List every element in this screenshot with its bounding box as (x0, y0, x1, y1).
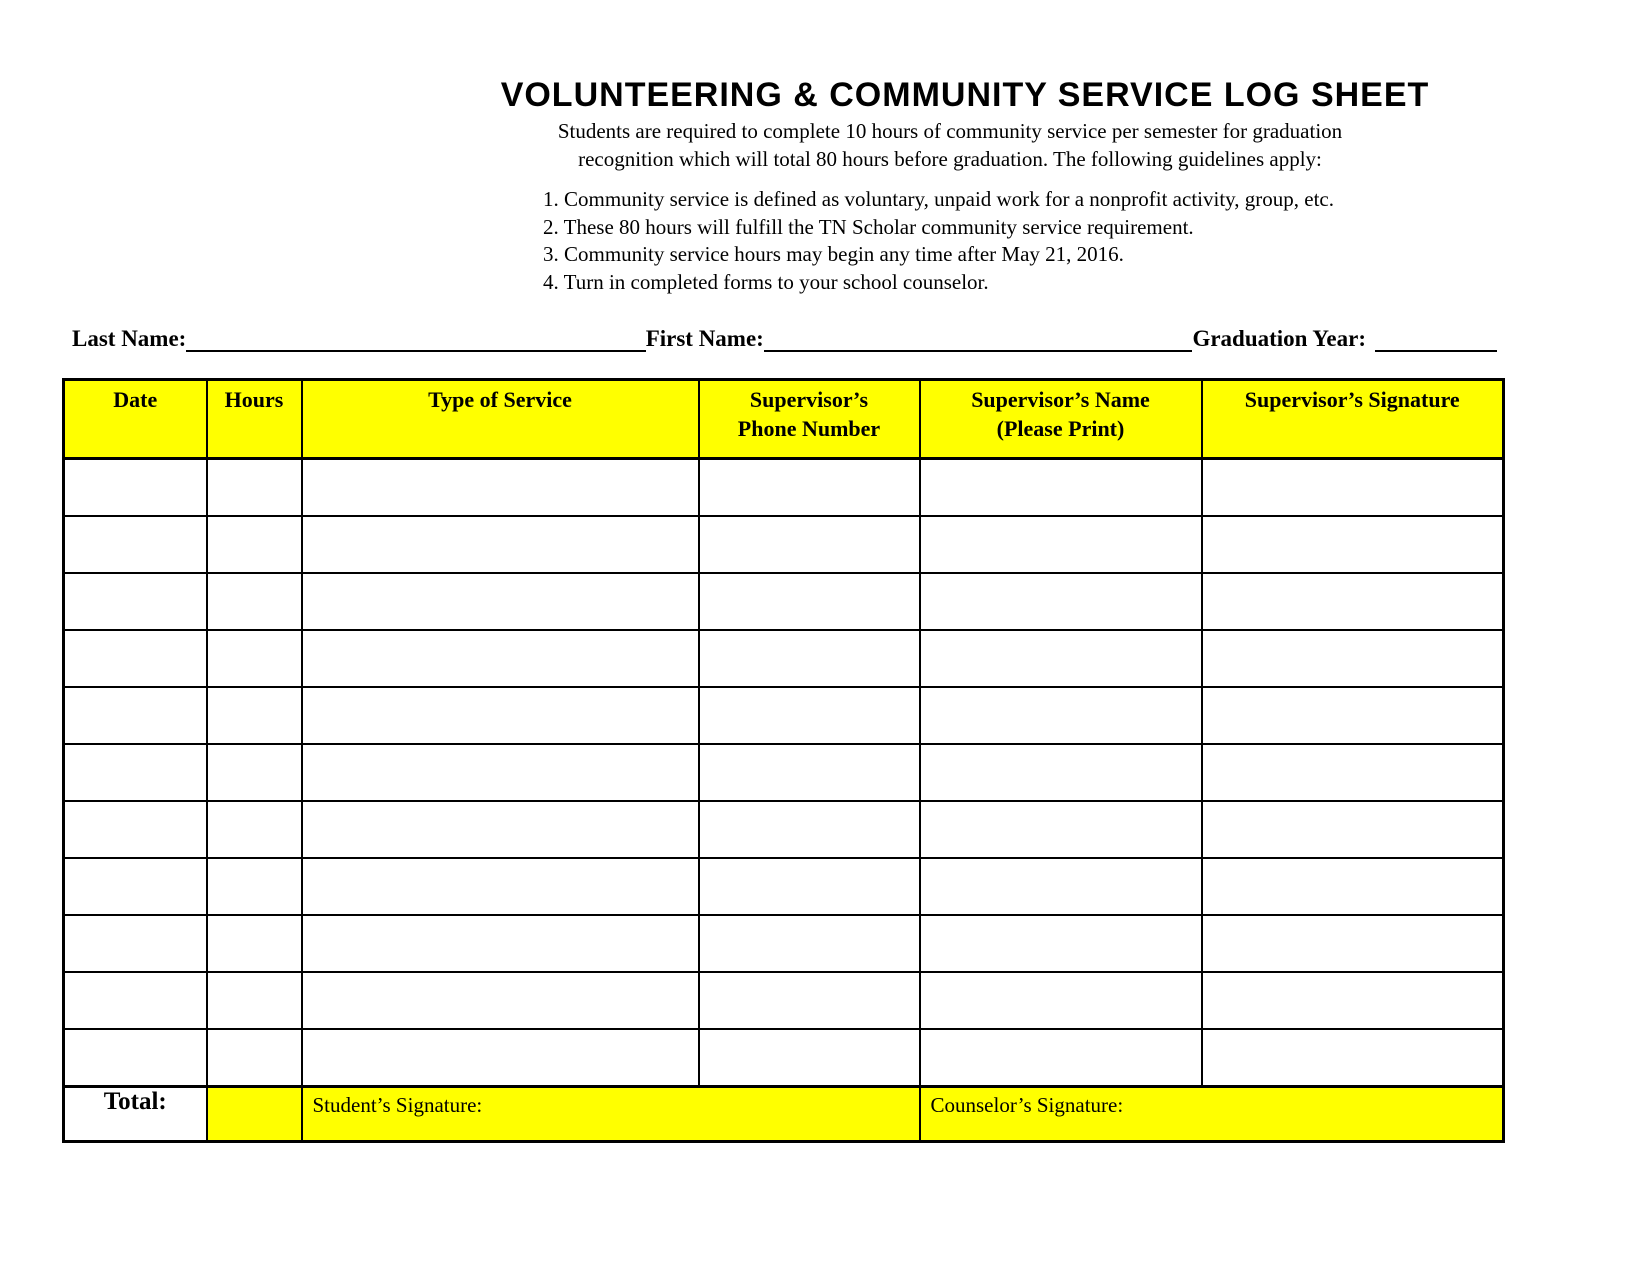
log-cell[interactable] (699, 516, 920, 573)
log-cell[interactable] (207, 687, 302, 744)
log-cell[interactable] (302, 858, 699, 915)
log-cell[interactable] (699, 687, 920, 744)
header-supervisor-name (920, 380, 1202, 459)
last-name-field[interactable] (186, 344, 645, 352)
header-supervisor-name-line1: Supervisor’s Name (971, 387, 1150, 412)
log-cell[interactable] (920, 801, 1202, 858)
log-cell[interactable] (64, 687, 207, 744)
log-cell[interactable] (920, 915, 1202, 972)
log-cell[interactable] (1202, 630, 1504, 687)
log-cell[interactable] (1202, 744, 1504, 801)
log-cell[interactable] (207, 573, 302, 630)
log-cell[interactable] (920, 630, 1202, 687)
log-cell[interactable] (302, 516, 699, 573)
header-supervisor-phone (699, 380, 920, 459)
log-cell[interactable] (302, 573, 699, 630)
log-row (64, 573, 1504, 630)
log-cell[interactable] (207, 858, 302, 915)
header-supervisor-signature (1202, 380, 1504, 459)
log-row (64, 630, 1504, 687)
log-cell[interactable] (64, 972, 207, 1029)
log-cell[interactable] (1202, 687, 1504, 744)
log-cell[interactable] (64, 915, 207, 972)
header-hours-label: Hours (224, 387, 284, 412)
log-cell[interactable] (302, 801, 699, 858)
guideline-item-1: 1. Community service is defined as voluntary, unpaid work for a nonprofit activity, group, etc. (543, 187, 1335, 211)
log-cell[interactable] (207, 459, 302, 517)
total-label: Total: (64, 1087, 207, 1142)
log-cell[interactable] (64, 516, 207, 573)
log-cell[interactable] (302, 459, 699, 517)
intro-paragraph (420, 117, 1480, 173)
header-supervisor-name-line2: (Please Print) (996, 416, 1125, 441)
counselor-signature-label: Counselor’s Signature: (930, 1093, 1124, 1117)
header-date (64, 380, 207, 459)
first-name-label: First Name: (645, 326, 764, 351)
log-cell[interactable] (302, 687, 699, 744)
log-cell[interactable] (207, 630, 302, 687)
intro-line-1: Students are required to complete 10 hours of community service per semester for graduation (557, 119, 1343, 143)
log-cell[interactable] (699, 801, 920, 858)
log-cell[interactable] (64, 858, 207, 915)
header-date-label: Date (113, 387, 158, 412)
log-cell[interactable] (207, 516, 302, 573)
log-cell[interactable] (64, 630, 207, 687)
log-row (64, 516, 1504, 573)
guideline-item-2: 2. These 80 hours will fulfill the TN Scholar community service requirement. (543, 214, 1194, 239)
intro-line-2: recognition which will total 80 hours before graduation. The following guidelines apply: (578, 147, 1322, 171)
log-cell[interactable] (1202, 915, 1504, 972)
log-cell[interactable] (1202, 801, 1504, 858)
log-cell[interactable] (1202, 459, 1504, 517)
log-row (64, 459, 1504, 517)
name-fields-row (72, 318, 1497, 352)
guideline-item-4: 4. Turn in completed forms to your school counselor. (543, 269, 989, 294)
counselor-signature-cell[interactable] (920, 1087, 1504, 1142)
log-row (64, 858, 1504, 915)
page-title: VOLUNTEERING & COMMUNITY SERVICE LOG SHEET (500, 76, 1430, 114)
service-log-table (62, 378, 1505, 1143)
log-cell[interactable] (302, 630, 699, 687)
log-cell[interactable] (207, 972, 302, 1029)
log-cell[interactable] (207, 915, 302, 972)
log-table-body (64, 459, 1504, 1087)
log-cell[interactable] (1202, 516, 1504, 573)
total-hours-cell[interactable] (207, 1087, 302, 1142)
log-cell[interactable] (1202, 972, 1504, 1029)
log-cell[interactable] (699, 915, 920, 972)
header-supervisor-signature-label: Supervisor’s Signature (1244, 387, 1460, 412)
table-footer-row (64, 1087, 1504, 1142)
log-cell[interactable] (302, 915, 699, 972)
guideline-item-3: 3. Community service hours may begin any time after May 21, 2016. (543, 242, 1124, 266)
header-type-of-service (302, 380, 699, 459)
header-supervisor-phone-line2: Phone Number (737, 416, 881, 441)
log-cell[interactable] (207, 1029, 302, 1087)
log-cell[interactable] (920, 1029, 1202, 1087)
log-cell[interactable] (64, 1029, 207, 1087)
log-cell[interactable] (64, 573, 207, 630)
log-cell[interactable] (920, 573, 1202, 630)
log-cell[interactable] (699, 1029, 920, 1087)
log-cell[interactable] (699, 744, 920, 801)
header-type-of-service-label: Type of Service (428, 387, 572, 412)
first-name-field[interactable] (764, 344, 1193, 352)
log-row (64, 1029, 1504, 1087)
header-supervisor-phone-line1: Supervisor’s (749, 387, 869, 412)
student-signature-cell[interactable] (302, 1087, 920, 1142)
header-hours (207, 380, 302, 459)
log-row (64, 915, 1504, 972)
log-cell[interactable] (1202, 573, 1504, 630)
log-cell[interactable] (1202, 858, 1504, 915)
log-cell[interactable] (207, 744, 302, 801)
log-cell[interactable] (920, 858, 1202, 915)
log-row (64, 687, 1504, 744)
log-cell[interactable] (302, 744, 699, 801)
log-cell[interactable] (699, 459, 920, 517)
graduation-year-label: Graduation Year: (1192, 326, 1366, 351)
log-cell[interactable] (699, 630, 920, 687)
log-cell[interactable] (920, 687, 1202, 744)
log-cell[interactable] (64, 744, 207, 801)
log-cell[interactable] (699, 972, 920, 1029)
log-cell[interactable] (920, 516, 1202, 573)
log-row (64, 744, 1504, 801)
log-cell[interactable] (699, 858, 920, 915)
log-cell[interactable] (64, 459, 207, 517)
guidelines-list (543, 186, 1334, 296)
log-row (64, 972, 1504, 1029)
log-cell[interactable] (920, 744, 1202, 801)
log-cell[interactable] (302, 1029, 699, 1087)
log-cell[interactable] (1202, 1029, 1504, 1087)
student-signature-label: Student’s Signature: (312, 1093, 483, 1117)
log-cell[interactable] (302, 972, 699, 1029)
table-header-row (64, 380, 1504, 459)
log-cell[interactable] (699, 573, 920, 630)
log-cell[interactable] (64, 801, 207, 858)
log-row (64, 801, 1504, 858)
log-cell[interactable] (920, 459, 1202, 517)
graduation-year-field[interactable] (1375, 344, 1497, 352)
log-cell[interactable] (920, 972, 1202, 1029)
log-cell[interactable] (207, 801, 302, 858)
last-name-label: Last Name: (72, 326, 187, 351)
